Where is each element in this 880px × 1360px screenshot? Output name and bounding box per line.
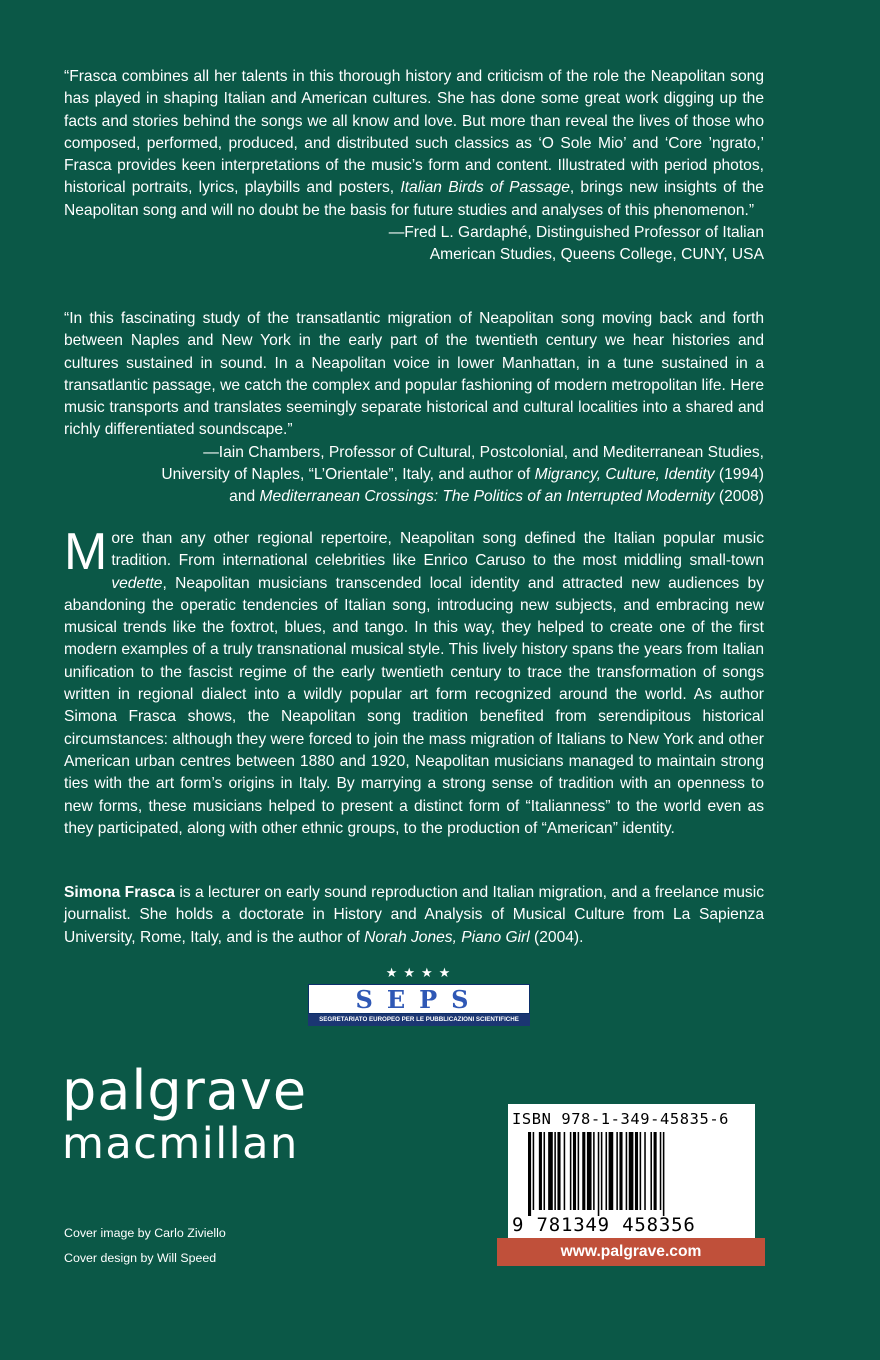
barcode-bar xyxy=(557,1132,560,1210)
barcode-bar xyxy=(544,1132,546,1210)
book-title: Italian Birds of Passage xyxy=(400,179,570,197)
barcode-bar xyxy=(598,1132,600,1216)
quote-text-part: “Frasca combines all her talents in this thorough history and criticism of the role the Neapolitan song has played in shaping Italian and American cultures. She has done some great work digging up the facts and stories behind the songs we all know and love. But more than reveal the lives of those who composed, performed, produced, and distributed such classics as ‘O Sole Mio’ and ‘Core ’ngrato,’ Frasca provides keen interpretations of the music’s form and content. Illustrated with period photos, historical portraits, lyrics, playbills and posters, xyxy=(64,68,764,197)
attribution-line: —Iain Chambers, Professor of Cultural, Postcolonial, and Mediterranean Studies, xyxy=(203,443,764,461)
bio-part: (2004). xyxy=(529,928,584,946)
seps-letters: SEPS xyxy=(355,985,483,1014)
bio-part: is a lecturer on early sound reproduction and Italian migration, and a freelance music journalist. She holds a doctorate in History and Analysis of Musical Culture from La Sapienza University, Rome, Italy, and is the author of xyxy=(64,884,764,946)
italic-term: vedette xyxy=(111,574,163,592)
cover-image-credit: Cover image by Carlo Ziviello xyxy=(64,1226,226,1240)
seps-subtitle: SEGRETARIATO EUROPEO PER LE PUBBLICAZIONI SCIENTIFICHE xyxy=(308,1014,530,1026)
attribution-part: (1994) xyxy=(714,466,764,484)
quote-chambers xyxy=(64,308,764,509)
book-description xyxy=(64,523,764,840)
publisher-name-line1: palgrave xyxy=(62,1059,308,1122)
barcode-bar xyxy=(654,1132,657,1210)
attribution-line xyxy=(64,464,764,486)
attribution-line: American Studies, Queens College, CUNY, USA xyxy=(429,246,764,264)
barcode-digits: 9 781349 458356 xyxy=(512,1214,696,1236)
description-part: , Neapolitan musicians transcended local identity and attracted new audiences by abandoning the operatic tendencies of Italian song, introducing new subjects, and embracing new musical trends like the foxtrot, blues, and tango. In this way, they helped to create one of the first modern examples of a truly transnational musical style. This lively history spans the years from Italian unification to the fascist regime of the early twentieth century to trace the transformation of songs written in regional dialect into a wildly popular art form recognized around the world. As author Simona Frasca shows, the Neapolitan song tradition benefited from serendipitous historical circumstances: although they were forced to join the mass migration of Italians to New York and other American urban centres between 1880 and 1920, Neapolitan musicians managed to maintain strong ties with the art form’s origins in Italy. By marrying a strong sense of tradition with an openness to new forms, these musicians helped to present a distinct form of “Italianness” to the world even as they participated, along with other ethnic groups, to the production of “American” identity. xyxy=(64,574,764,837)
author-bio-text xyxy=(64,882,764,949)
attribution-part: University of Naples, “L’Orientale”, Italy, and author of xyxy=(161,466,535,484)
barcode-bar xyxy=(619,1132,622,1210)
quote-chambers-attribution xyxy=(64,442,764,509)
barcode-bar xyxy=(554,1132,556,1210)
barcode-bar xyxy=(629,1132,634,1210)
barcode-bar xyxy=(578,1132,580,1210)
quote-text-part: , brings new insights of the Neapolitan song and will no doubt be the basis for future studies and analyses of this phenomenon.” xyxy=(64,179,764,219)
author-name: Simona Frasca xyxy=(64,884,175,901)
barcode-bar xyxy=(539,1132,542,1210)
barcode-bar xyxy=(601,1132,603,1210)
barcode-bar xyxy=(573,1132,576,1210)
quote-gardaphe xyxy=(64,66,764,267)
barcode-bar xyxy=(640,1132,642,1210)
seps-logo xyxy=(308,962,530,1034)
isbn-barcode xyxy=(508,1104,755,1238)
barcode-bar xyxy=(644,1132,646,1210)
attribution-part: (2008) xyxy=(714,488,764,506)
description-part: ore than any other regional repertoire, Neapolitan song defined the Italian popular music tradition. From international celebrities like Enrico Caruso to the most middling small-town xyxy=(111,530,764,570)
book-title: Mediterranean Crossings: The Politics of an Interrupted Modernity xyxy=(259,488,715,506)
barcode-bar xyxy=(660,1132,662,1210)
quote-gardaphe-attribution xyxy=(64,222,764,267)
book-title: Migrancy, Culture, Identity xyxy=(534,466,715,484)
barcode-bar xyxy=(528,1132,531,1216)
attribution-part: and xyxy=(229,488,260,506)
barcode-bar xyxy=(663,1132,665,1216)
attribution-line: —Fred L. Gardaphé, Distinguished Professor of Italian xyxy=(388,224,764,242)
barcode-bar xyxy=(587,1132,592,1210)
barcode-bar xyxy=(609,1132,614,1210)
barcode-bar xyxy=(548,1132,553,1210)
publisher-url[interactable]: www.palgrave.com xyxy=(497,1238,765,1266)
barcode-bar xyxy=(606,1132,608,1210)
attribution-line xyxy=(64,486,764,508)
barcode-bar xyxy=(626,1132,628,1210)
palgrave-macmillan-logo xyxy=(62,1058,352,1168)
barcode-bar xyxy=(570,1132,572,1210)
drop-cap: M xyxy=(64,523,108,581)
barcode-bar xyxy=(593,1132,595,1210)
book-title: Norah Jones, Piano Girl xyxy=(364,928,530,946)
barcode-icon xyxy=(522,1132,742,1216)
barcode-bar xyxy=(564,1132,566,1210)
seps-box xyxy=(308,984,530,1014)
quote-gardaphe-text xyxy=(64,66,764,222)
barcode-bar xyxy=(616,1132,618,1210)
author-bio xyxy=(64,882,764,949)
cover-design-credit: Cover design by Will Speed xyxy=(64,1251,217,1265)
publisher-name-line2: macmillan xyxy=(62,1119,299,1169)
description-text xyxy=(64,523,764,840)
quote-chambers-text: “In this fascinating study of the transatlantic migration of Neapolitan song moving back and forth between Naples and New York in the early part of the twentieth century we hear histories and cultures sustained in sound. In a Neapolitan voice in lower Manhattan, in a tune sustained in a transatlantic passage, we catch the complex and popular fashioning of modern metropolitan life. Here music transports and translates seemingly separate historical and cultural localities into a shared and richly differentiated soundscape.” xyxy=(64,310,764,439)
seps-stars-icon: ★★★★ xyxy=(385,965,457,980)
isbn-number: ISBN 978-1-349-45835-6 xyxy=(512,1110,730,1128)
barcode-bar xyxy=(533,1132,535,1210)
barcode-bar xyxy=(582,1132,585,1210)
barcode-bar xyxy=(650,1132,652,1210)
barcode-bar xyxy=(635,1132,638,1210)
